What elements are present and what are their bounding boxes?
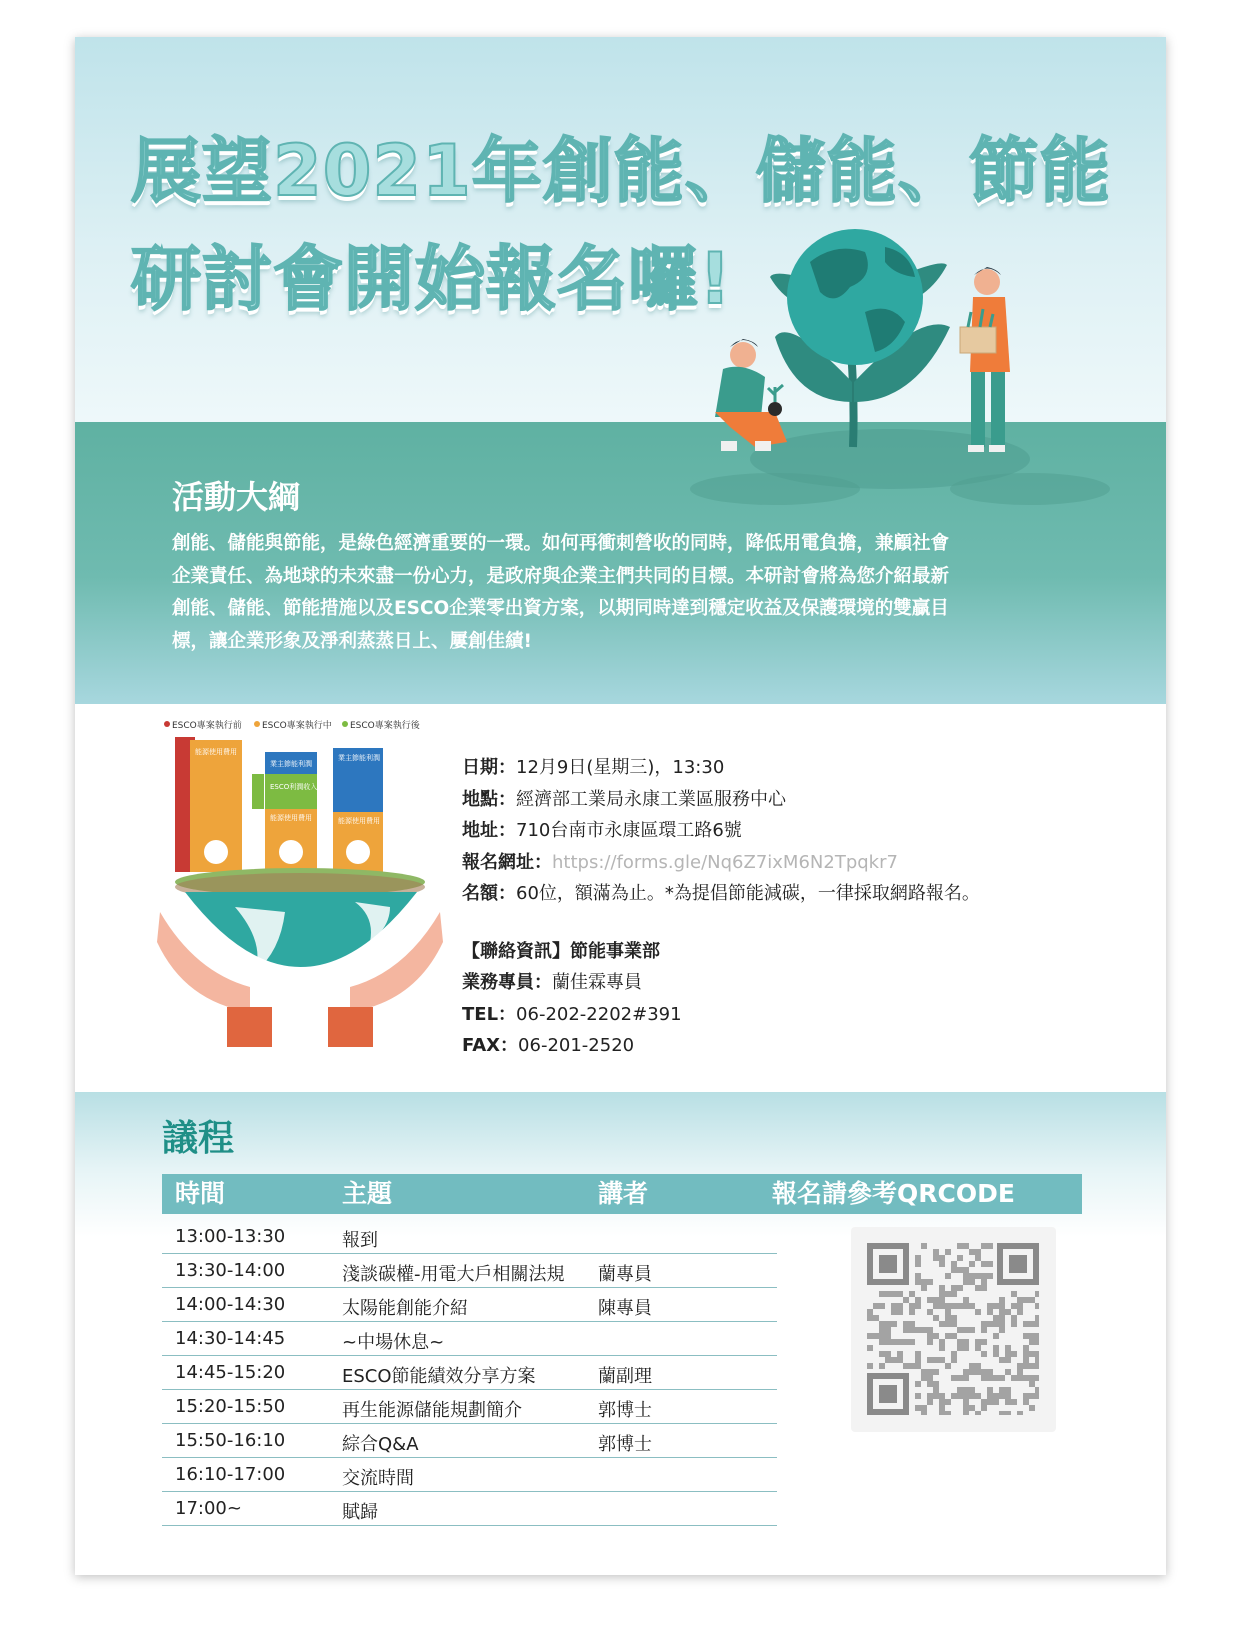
row-topic: 綜合Q&A (342, 1434, 419, 1455)
table-row (162, 1390, 777, 1424)
url-row (462, 847, 980, 879)
staff-label: 業務專員： (462, 972, 552, 993)
bar3-bottom-label: 能源使用費用 (338, 817, 380, 825)
outline-line: 標，讓企業形象及淨利蒸蒸日上、屢創佳績! (172, 630, 532, 652)
contact-heading: 【聯絡資訊】節能事業部 (462, 940, 660, 962)
outline-line: 企業責任、為地球的未來盡一份心力，是政府與企業主們共同的目標。本研討會將為您介紹最新 (172, 565, 950, 587)
quota-value: 60位，額滿為止。*為提倡節能減碳，一律採取網路報名。 (516, 883, 980, 904)
col-time: 時間 (175, 1179, 226, 1208)
row-time: 16:10-17:00 (175, 1464, 286, 1485)
address-row (462, 815, 980, 847)
row-speaker: 郭博士 (598, 1434, 652, 1455)
date-value: 12月9日(星期三)，13:30 (516, 757, 725, 778)
address-value: 710台南市永康區環工路6號 (516, 820, 742, 841)
legend-before: ESCO專案執行前 (172, 721, 242, 731)
col-topic: 主題 (342, 1179, 393, 1208)
quota-label: 名額： (462, 883, 516, 904)
row-speaker: 陳專員 (598, 1298, 652, 1319)
table-row (162, 1322, 777, 1356)
table-row (162, 1492, 777, 1526)
agenda-table-header (162, 1174, 1082, 1214)
outline-line: 創能、儲能與節能，是綠色經濟重要的一環。如何再衝刺營收的同時，降低用電負擔，兼顧社會 (172, 533, 950, 554)
bar1-label: 能源使用費用 (195, 748, 237, 756)
place-label: 地點： (462, 788, 516, 810)
fax-row (462, 1030, 980, 1062)
table-row (162, 1220, 777, 1254)
address-label: 地址： (462, 820, 516, 841)
agenda-heading: 議程 (162, 1118, 235, 1159)
event-info (462, 752, 980, 1062)
quota-row (462, 878, 980, 910)
outline-heading: 活動大綱 (172, 478, 301, 516)
row-time: 15:50-16:10 (175, 1430, 286, 1451)
row-time: 13:00-13:30 (175, 1226, 286, 1247)
row-time: 13:30-14:00 (175, 1260, 286, 1281)
bar3-top-label: 業主節能利潤 (338, 754, 380, 762)
row-time: 14:45-15:20 (175, 1362, 286, 1383)
row-speaker: 蘭副理 (598, 1366, 652, 1387)
qr-code[interactable] (851, 1227, 1056, 1432)
row-topic: 淺談碳權-用電大戶相關法規 (342, 1264, 565, 1285)
staff-value: 蘭佳霖專員 (552, 972, 642, 993)
date-label: 日期： (462, 757, 516, 778)
fax-label: FAX： (462, 1035, 519, 1056)
globe-tree-illustration (75, 37, 1166, 517)
qr-code-icon (867, 1243, 1039, 1415)
row-topic: 賦歸 (342, 1502, 378, 1523)
table-row (162, 1288, 777, 1322)
row-topic: ESCO節能績效分享方案 (342, 1366, 536, 1387)
title-line-1: 展望2021年創能、儲能、節能 (131, 130, 1111, 212)
staff-row (462, 967, 980, 999)
bar2-bottom-label: 能源使用費用 (270, 814, 312, 822)
outline-paragraph (172, 528, 1122, 658)
row-time: 17:00~ (175, 1498, 242, 1519)
flyer-page (75, 37, 1166, 1575)
row-topic: 報到 (342, 1230, 378, 1251)
tel-label: TEL： (462, 1003, 517, 1025)
outline-line: 創能、儲能、節能措施以及ESCO企業零出資方案，以期同時達到穩定收益及保護環境的雙贏目 (172, 598, 949, 619)
row-time: 15:20-15:50 (175, 1396, 286, 1417)
row-topic: 太陽能創能介紹 (342, 1298, 468, 1319)
title-line-2: 研討會開始報名囉! (131, 238, 732, 320)
col-speaker: 講者 (598, 1179, 649, 1208)
hands-earth-illustration (155, 712, 445, 1052)
row-time: 14:00-14:30 (175, 1294, 286, 1315)
table-row (162, 1254, 777, 1288)
row-speaker: 郭博士 (598, 1400, 652, 1421)
tel-row (462, 999, 980, 1031)
row-topic: ~中場休息~ (342, 1332, 445, 1353)
place-row (462, 784, 980, 816)
registration-link[interactable]: https://forms.gle/Nq6Z7ixM6N2Tpqkr7 (552, 851, 898, 873)
row-time: 14:30-14:45 (175, 1328, 286, 1349)
col-qrcode: 報名請參考QRCODE (772, 1179, 1015, 1208)
url-label: 報名網址： (462, 851, 552, 873)
fax-value: 06-201-2520 (518, 1035, 635, 1056)
agenda-table-body (162, 1220, 777, 1526)
table-row (162, 1424, 777, 1458)
row-topic: 再生能源儲能規劃簡介 (342, 1400, 522, 1421)
date-row (462, 752, 980, 784)
bar2-mid-label: ESCO利潤收入 (270, 783, 318, 791)
table-row (162, 1356, 777, 1390)
table-row (162, 1458, 777, 1492)
legend-after: ESCO專案執行後 (350, 721, 420, 731)
bar2-top-label: 業主節能利潤 (270, 760, 312, 768)
row-topic: 交流時間 (342, 1468, 414, 1489)
row-speaker: 蘭專員 (598, 1264, 652, 1285)
place-value: 經濟部工業局永康工業區服務中心 (516, 788, 786, 810)
tel-value: 06-202-2202#391 (516, 1003, 682, 1025)
legend-during: ESCO專案執行中 (262, 721, 332, 731)
